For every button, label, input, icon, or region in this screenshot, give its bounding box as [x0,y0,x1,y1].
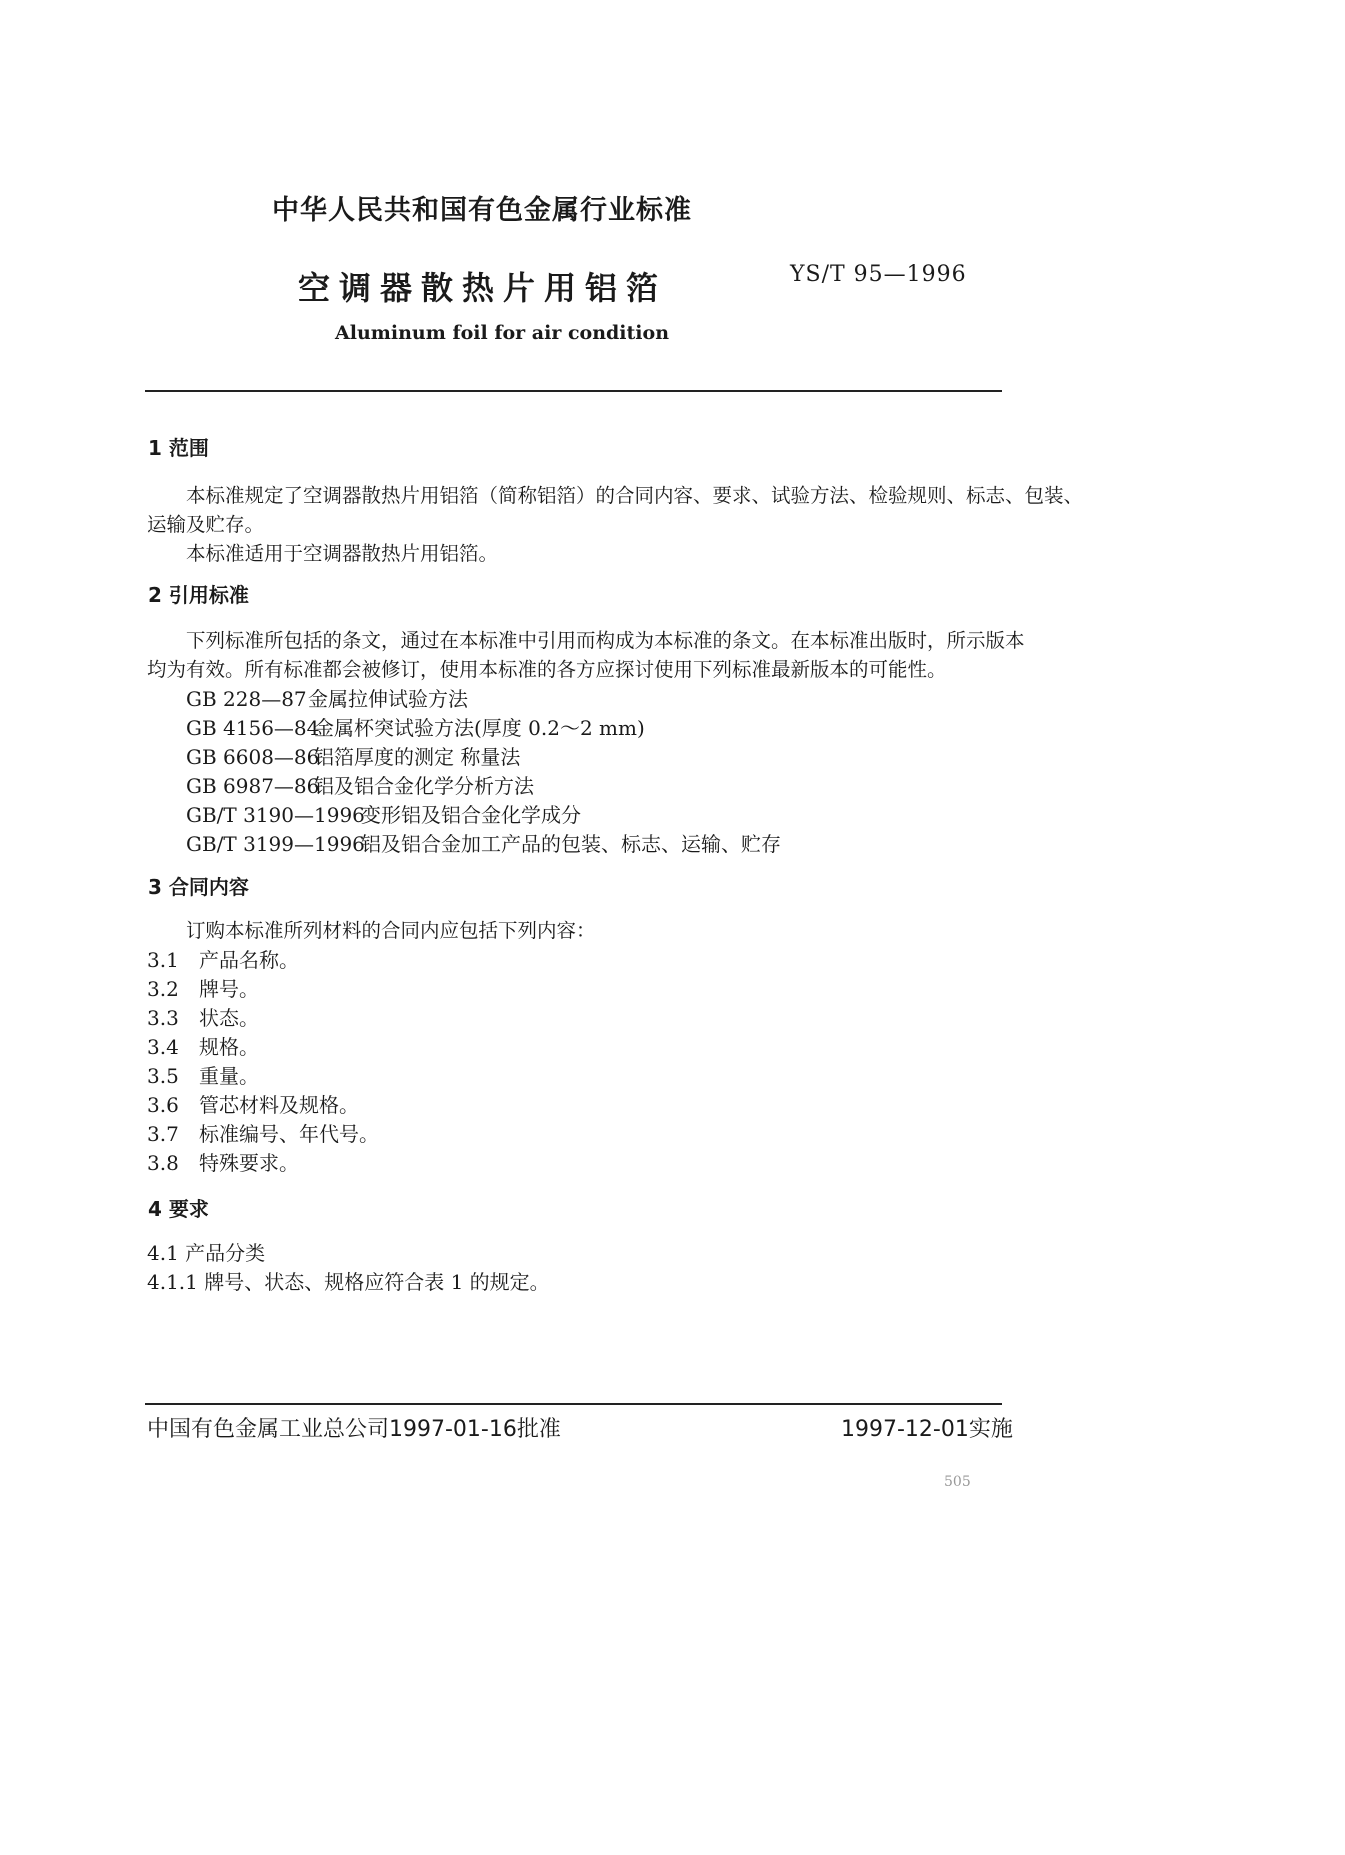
reference-title: 金属杯突试验方法(厚度 0.2～2 mm) [314,716,645,740]
section1-heading: 1 范围 [148,436,209,460]
section3-heading: 3 合同内容 [148,875,249,899]
list-item-number: 3.6 [147,1093,179,1117]
list-item-number: 3.4 [147,1035,179,1059]
section1-para2: 本标准适用于空调器散热片用铝箔。 [186,542,499,565]
list-item-number: 3.5 [147,1064,179,1088]
section1-para1-line2: 运输及贮存。 [147,513,265,536]
reference-title: 铝及铝合金加工产品的包装、标志、运输、贮存 [361,832,781,856]
list-item-text: 规格。 [199,1035,259,1059]
list-item-text: 标准编号、年代号。 [199,1122,379,1146]
list-item-number: 3.2 [147,977,179,1001]
reference-title: 铝及铝合金化学分析方法 [314,774,534,798]
section1-para1-line1: 本标准规定了空调器散热片用铝箔（简称铝箔）的合同内容、要求、试验方法、检验规则、标志、包装、 [186,484,1084,507]
section2-para-line2: 均为有效。所有标准都会被修订，使用本标准的各方应探讨使用下列标准最新版本的可能性。 [147,658,947,681]
list-item-text: 状态。 [199,1006,259,1030]
reference-title: 铝箔厚度的测定 称量法 [314,745,521,769]
reference-code: GB 6987—86 [186,774,320,798]
section4-sub1: 4.1 产品分类 [147,1241,266,1265]
reference-title: 变形铝及铝合金化学成分 [361,803,581,827]
section4-heading: 4 要求 [148,1197,209,1221]
list-item-text: 重量。 [199,1064,259,1088]
page-number: 505 [944,1474,971,1490]
reference-code: GB 6608—86 [186,745,320,769]
reference-code: GB 4156—84 [186,716,320,740]
reference-title: 金属拉伸试验方法 [308,687,468,711]
english-title: Aluminum foil for air condition [335,322,670,344]
list-item-number: 3.8 [147,1151,179,1175]
list-item-text: 牌号。 [199,977,259,1001]
reference-code: GB 228—87 [186,687,307,711]
reference-code: GB/T 3199—1996 [186,832,365,856]
list-item-text: 管芯材料及规格。 [199,1093,359,1117]
section2-para-line1: 下列标准所包括的条文，通过在本标准中引用而构成为本标准的条文。在本标准出版时，所示版本 [186,629,1025,652]
section3-intro: 订购本标准所列材料的合同内应包括下列内容： [186,919,596,942]
org-title: 中华人民共和国有色金属行业标准 [272,195,692,226]
effective-line: 1997-12-01实施 [841,1417,1013,1442]
list-item-number: 3.1 [147,948,179,972]
doc-number: YS/T 95—1996 [790,262,967,287]
doc-title: 空调器散热片用铝箔 [298,269,668,307]
header-rule [145,390,1002,392]
footer-rule [145,1403,1002,1405]
approval-line: 中国有色金属工业总公司1997-01-16批准 [147,1417,561,1442]
list-item-number: 3.3 [147,1006,179,1030]
list-item [147,1146,299,1180]
list-item-text: 产品名称。 [199,948,299,972]
reference-item [186,827,781,861]
list-item-number: 3.7 [147,1122,179,1146]
section2-heading: 2 引用标准 [148,583,249,607]
list-item-text: 特殊要求。 [199,1151,299,1175]
reference-code: GB/T 3190—1996 [186,803,365,827]
section4-sub11: 4.1.1 牌号、状态、规格应符合表 1 的规定。 [147,1270,550,1294]
